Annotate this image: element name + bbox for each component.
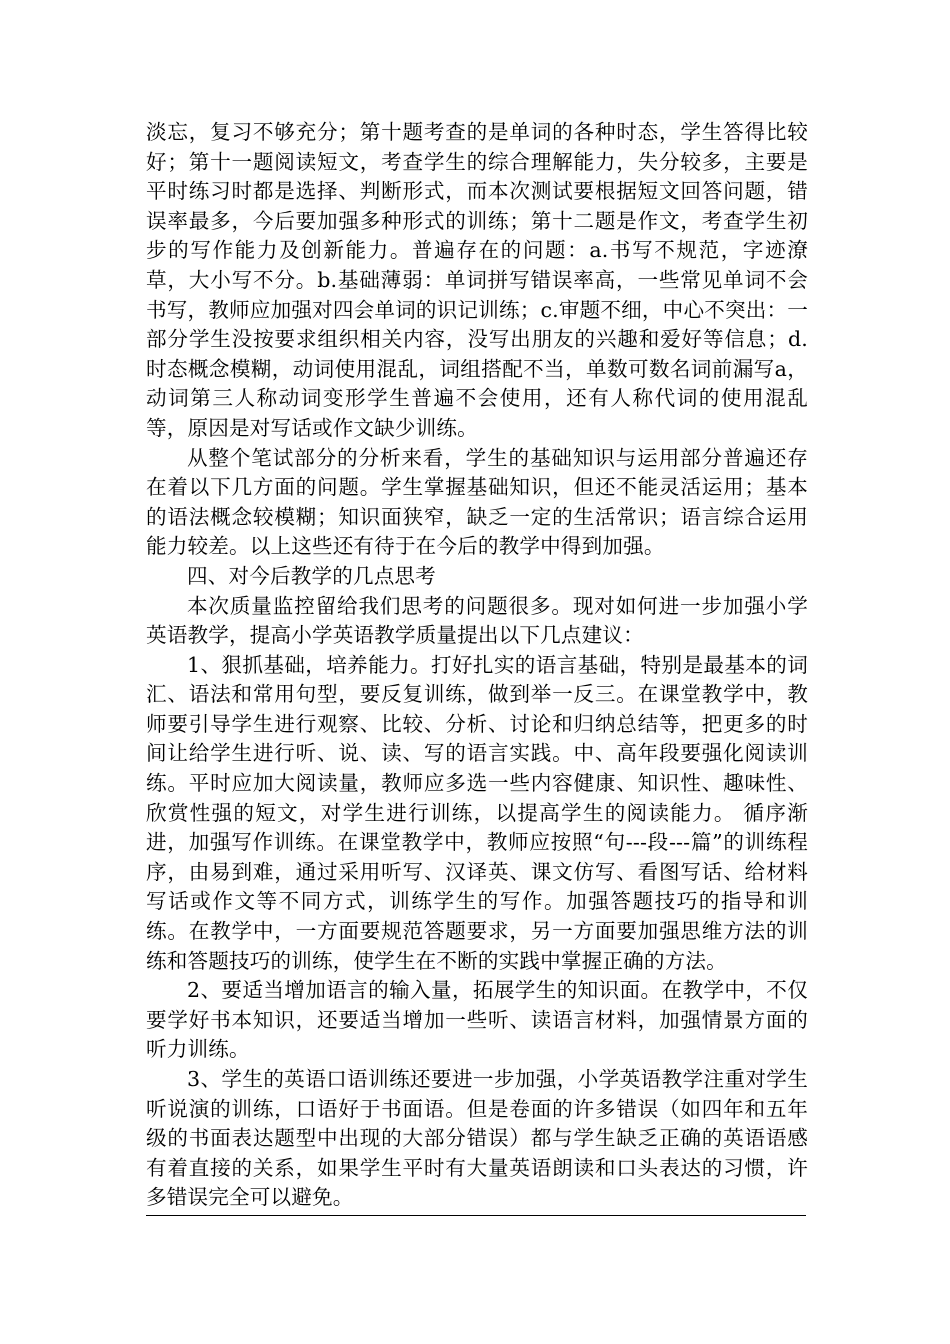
paragraph-suggestions-intro: 本次质量监控留给我们思考的问题很多。现对如何进一步加强小学英语教学，提高小学英语教学质量提出以下几点建议： (146, 593, 808, 648)
document-body (146, 118, 808, 1213)
footer-divider (146, 1215, 806, 1216)
paragraph-suggestion-1: 1、狠抓基础，培养能力。打好扎实的语言基础，特别是最基本的词汇、语法和常用句型，要反复训练，做到举一反三。在课堂教学中，教师要引导学生进行观察、比较、分析、讨论和归纳总结等，把更多的时间让给学生进行听、说、读、写的语言实践。中、高年段要强化阅读训练。平时应加大阅读量，教师应多选一些内容健康、知识性、趣味性、欣赏性强的短文，对学生进行训练，以提高学生的阅读能力。 循序渐进，加强写作训练。在课堂教学中，教师应按照“句---段---篇”的训练程序，由易到难，通过采用听写、汉译英、课文仿写、看图写话、给材料写话或作文等不同方式，训练学生的写作。加强答题技巧的指导和训练。在教学中，一方面要规范答题要求，另一方面要加强思维方法的训练和答题技巧的训练，使学生在不断的实践中掌握正确的方法。 (146, 652, 808, 973)
section-heading-teaching-reflections: 四、对今后教学的几点思考 (187, 563, 436, 588)
paragraph-writing-analysis: 淡忘，复习不够充分；第十题考查的是单词的各种时态，学生答得比较好；第十一题阅读短文，考查学生的综合理解能力，失分较多，主要是平时练习时都是选择、判断形式，而本次测试要根据短文回答问题，错误率最多，今后要加强多种形式的训练；第十二题是作文，考查学生初步的写作能力及创新能力。普遍存在的问题：a.书写不规范，字迹潦草，大小写不分。b.基础薄弱：单词拼写错误率高，一些常见单词不会书写，教师应加强对四会单词的识记训练；c.审题不细，中心不突出：一部分学生没按要求组织相关内容，没写出朋友的兴趣和爱好等信息；d.时态概念模糊，动词使用混乱，词组搭配不当，单数可数名词前漏写a，动词第三人称动词变形学生普遍不会使用，还有人称代词的使用混乱等，原因是对写话或作文缺少训练。 (146, 120, 808, 440)
paragraph-suggestion-3: 3、学生的英语口语训练还要进一步加强，小学英语教学注重对学生听说演的训练，口语好于书面语。但是卷面的许多错误（如四年和五年级的书面表达题型中出现的大部分错误）都与学生缺乏正确的英语语感有着直接的关系，如果学生平时有大量英语朗读和口头表达的习惯，许多错误完全可以避免。 (146, 1067, 808, 1210)
paragraph-suggestion-2: 2、要适当增加语言的输入量，拓展学生的知识面。在教学中，不仅要学好书本知识，还要适当增加一些听、读语言材料，加强情景方面的听力训练。 (146, 978, 808, 1062)
paragraph-written-summary: 从整个笔试部分的分析来看，学生的基础知识与运用部分普遍还存在着以下几方面的问题。学生掌握基础知识，但还不能灵活运用；基本的语法概念较模糊；知识面狭窄，缺乏一定的生活常识；语言综合运用能力较差。以上这些还有待于在今后的教学中得到加强。 (146, 445, 808, 559)
